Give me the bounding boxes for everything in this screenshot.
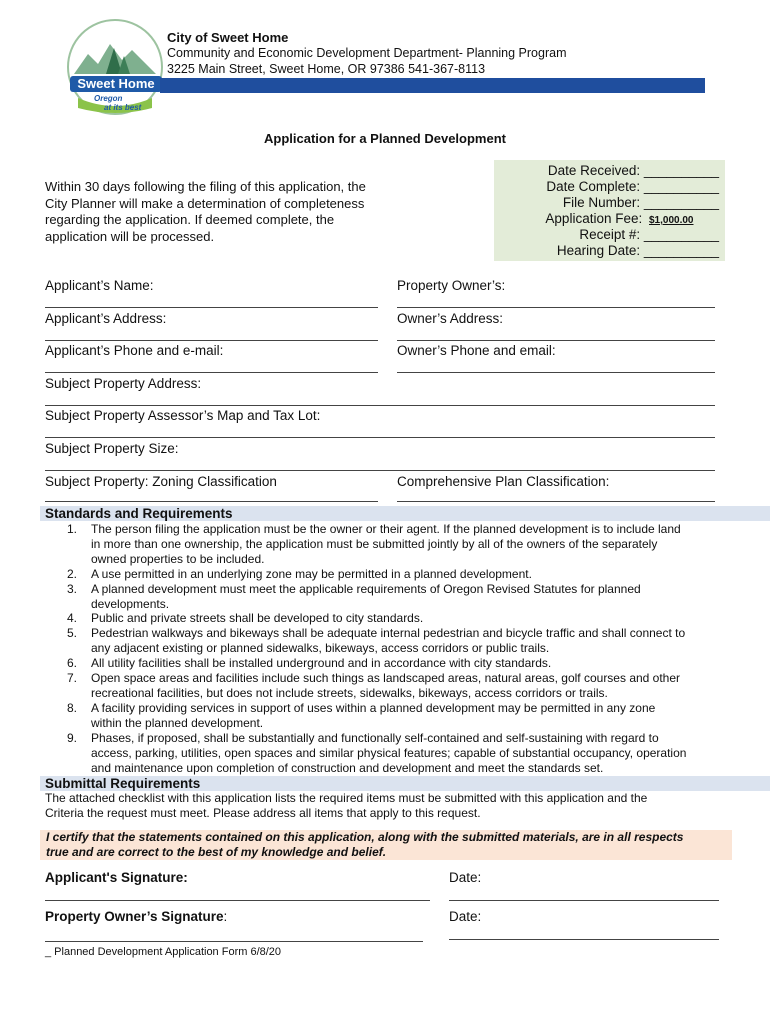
standard-line: and maintenance upon completion of construction and development and meet the standards set. [91,760,604,775]
submittal-text [45,791,735,821]
application-fee-value: $1,000.00 [649,215,694,226]
standard-line: The person filing the application must be the owner or their agent. If the planned development is to include land [91,522,681,536]
submittal-line-1: The attached checklist with this application lists the required items must be submitted with this application and the [45,791,648,805]
logo-sub-oregon: Oregon [94,94,123,103]
applicant-phone-label: Applicant’s Phone and e-mail: [45,343,224,358]
certify-line-2: true and are correct to the best of my knowledge and belief. [46,845,387,859]
logo-text: Sweet Home [77,76,155,91]
owner-phone-line[interactable] [397,372,715,373]
owner-signature-line[interactable] [45,941,423,942]
owner-address-line[interactable] [397,340,715,341]
property-size-line[interactable] [45,470,715,471]
file-number-field[interactable]: File Number: __________ [562,195,719,210]
standard-item [45,567,725,582]
property-owner-line[interactable] [397,307,715,308]
applicant-address-line[interactable] [45,340,378,341]
standard-line: recreational facilities, but does not include streets, sidewalks, bikeways, access corridors or trails. [91,685,608,700]
owner-date-line[interactable] [449,939,719,940]
applicant-phone-line[interactable] [45,372,378,373]
submittal-heading: Submittal Requirements [40,776,770,791]
date-received-field[interactable]: Date Received: __________ [547,163,719,178]
property-owner-label: Property Owner’s: [397,278,506,293]
standard-number: 4. [67,611,78,626]
owner-address-label: Owner’s Address: [397,311,504,326]
standards-heading: Standards and Requirements [40,506,770,521]
form-title: Application for a Planned Development [264,131,506,146]
receipt-field[interactable]: Receipt #: __________ [579,227,719,242]
standard-line: Phases, if proposed, shall be substantially and functionally self-contained and self-sustaining with regard to [91,730,659,745]
standard-line: A planned development must meet the applicable requirements of Oregon Revised Statutes for planned [91,581,641,596]
standard-line: within the planned development. [91,715,264,730]
office-use-box [494,160,725,261]
standard-item [45,626,725,656]
standard-number: 7. [67,671,78,686]
department-name: Community and Economic Development Department- Planning Program [167,46,567,60]
application-fee-label: Application Fee: [545,211,643,226]
logo-sub [94,94,141,112]
logo-sub-tagline: at its best [104,103,142,112]
assessor-map-label: Subject Property Assessor’s Map and Tax Lot: [45,408,321,423]
standard-line: A use permitted in an underlying zone may be permitted in a planned development. [91,566,532,581]
zoning-line[interactable] [45,501,378,502]
city-logo [66,18,164,116]
standard-number: 3. [67,581,78,596]
standard-item [45,522,725,567]
applicant-name-line[interactable] [45,307,378,308]
owner-signature-label: Property Owner’s Signature [45,909,224,924]
certification-statement [40,830,732,860]
applicant-signature-label: Applicant's Signature: [45,870,188,885]
standard-item [45,671,725,701]
city-name: City of Sweet Home [167,30,289,45]
owner-signature-colon: : [223,909,228,924]
hearing-date-field[interactable]: Hearing Date: __________ [556,243,719,258]
owner-signature-label-row [45,909,227,924]
standard-line: All utility facilities shall be installed underground and in accordance with city standards. [91,656,552,671]
standard-line: access, parking, utilities, open spaces and similar physical features; capable of substantial occupancy, operation [91,745,687,760]
comp-plan-label: Comprehensive Plan Classification: [397,474,610,489]
applicant-signature-line[interactable] [45,900,430,901]
assessor-map-line[interactable] [45,437,715,438]
standard-number: 8. [67,700,78,715]
standard-line: Open space areas and facilities include such things as landscaped areas, natural areas, golf courses and other [91,671,681,686]
owner-date-label: Date: [449,909,482,924]
subject-address-label: Subject Property Address: [45,376,202,391]
intro-text: Within 30 days following the filing of this application, the City Planner will make a determination of completeness regarding the application. If deemed complete, the application will be processed. [45,179,366,244]
standard-item [45,582,725,612]
date-complete-field[interactable]: Date Complete: __________ [546,179,719,194]
standard-item [45,611,725,626]
logo-banner [70,76,162,92]
applicant-date-line[interactable] [449,900,719,901]
standard-item [45,731,725,776]
form-footer: _ Planned Development Application Form 6/8/20 [45,946,282,958]
property-size-label: Subject Property Size: [45,441,179,456]
comp-plan-line[interactable] [397,501,715,502]
subject-address-line[interactable] [45,405,715,406]
standard-line: A facility providing services in support of uses within a planned development may be permitted in any zone [91,700,656,715]
applicant-name-label: Applicant’s Name: [45,278,154,293]
standard-line: in more than one ownership, the application must be submitted jointly by all of the owners of the separately [91,536,658,551]
standards-list [45,522,725,775]
applicant-address-label: Applicant’s Address: [45,311,167,326]
standard-line: developments. [91,596,170,611]
header-bar [160,78,705,93]
standard-line: Public and private streets shall be developed to city standards. [91,611,424,626]
owner-phone-label: Owner’s Phone and email: [397,343,556,358]
standard-item [45,656,725,671]
standard-number: 1. [67,522,78,536]
standard-number: 9. [67,730,78,745]
city-address: 3225 Main Street, Sweet Home, OR 97386 541-367-8113 [167,62,486,76]
standard-line: any adjacent existing or planned sidewalks, bikeways, access corridors or public trails. [91,641,550,656]
standard-number: 2. [67,566,78,581]
applicant-date-label: Date: [449,870,482,885]
standard-number: 5. [67,626,78,641]
certify-line-1: I certify that the statements contained on this application, along with the submitted materials, are in all respects [46,830,684,844]
application-fee-row [545,211,719,226]
standard-line: Pedestrian walkways and bikeways shall be adequate internal pedestrian and bicycle traffic and shall connect to [91,626,686,641]
submittal-line-2: Criteria the request must meet. Please address all items that apply to this request. [45,806,481,820]
zoning-label: Subject Property: Zoning Classification [45,474,277,489]
standard-line: owned properties to be included. [91,551,265,566]
standard-number: 6. [67,656,78,671]
standard-item [45,701,725,731]
